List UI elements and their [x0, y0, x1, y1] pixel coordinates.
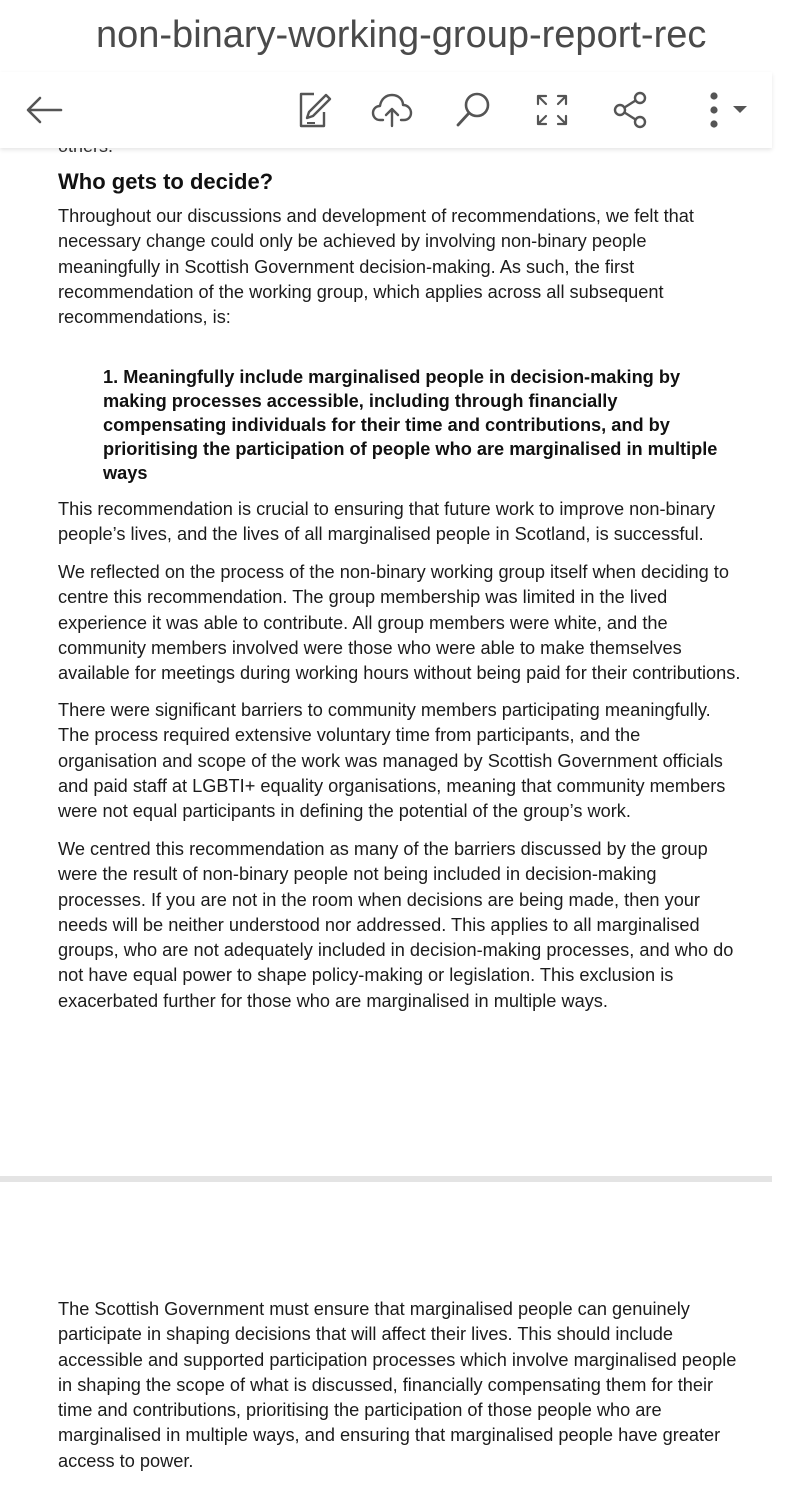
back-button[interactable]: [18, 84, 70, 136]
upload-button[interactable]: [366, 84, 418, 136]
text-line: The process required extensive voluntary time from participants, and the: [58, 725, 641, 746]
text-line: prioritising the participation of people who are marginalised in multiple: [103, 439, 718, 459]
more-options-button[interactable]: [694, 84, 758, 136]
text-line: ways: [103, 463, 148, 483]
text-line: time and contributions, prioritising the participation of those people who are: [58, 1400, 662, 1421]
text-line: marginalised in multiple ways, and ensuring that marginalised people have greater: [58, 1425, 721, 1446]
text-line: were not equal participants in defining the potential of the group’s work.: [58, 801, 631, 822]
search-icon: [453, 90, 493, 130]
text-line: The Scottish Government must ensure that marginalised people can genuinely: [58, 1299, 690, 1319]
text-line: processes. If you are not in the room when decisions are being made, then your: [58, 889, 700, 910]
text-line: community members involved were those who were able to make themselves: [58, 637, 682, 658]
text-line: participate in shaping decisions that will affect their lives. This should include: [58, 1324, 674, 1345]
text-line: access to power.: [58, 1450, 194, 1471]
document-page: [0, 148, 772, 1178]
paragraph-crucial: [58, 497, 798, 548]
document-view[interactable]: [0, 148, 772, 1501]
share-icon: [611, 90, 651, 130]
text-line: recommendations, is:: [58, 307, 231, 328]
text-line: needs will be neither understood nor addressed. This applies to all marginalised: [58, 914, 700, 935]
text-line: There were significant barriers to community members participating meaningfully.: [58, 700, 711, 720]
text-line: accessible and supported participation processes which involve marginalised people: [58, 1349, 737, 1370]
text-line: meaningfully in Scottish Government decision-making. As such, the first: [58, 256, 635, 277]
paragraph-reflected: [58, 560, 798, 686]
title-bar: [0, 0, 772, 72]
text-line: experience it was able to contribute. All group members were white, and the: [58, 612, 668, 633]
document-page: [0, 1182, 772, 1512]
paragraph-centred: [58, 837, 798, 1014]
text-line: groups, who are not adequately included in decision-making processes, and who do: [58, 940, 734, 961]
text-line: making processes accessible, including through financially: [103, 391, 618, 411]
text-line: in shaping the scope of what is discussed, financially compensating them for their: [58, 1374, 714, 1395]
cloud-upload-icon: [370, 90, 414, 130]
text-line: not have equal power to shape policy-making or legislation. This exclusion is: [58, 965, 674, 986]
recommendation-block: [103, 365, 763, 485]
paragraph-barriers: [58, 698, 798, 824]
paragraph-intro: [58, 204, 798, 330]
fullscreen-icon: [534, 92, 570, 128]
text-line: Throughout our discussions and development of recommendations, we felt that: [58, 206, 694, 226]
paragraph-government: [58, 1297, 798, 1474]
text-line: exacerbated further for those who are marginalised in multiple ways.: [58, 990, 608, 1011]
fullscreen-button[interactable]: [526, 84, 578, 136]
text-line: available for meetings during working hours without being paid for their contributions.: [58, 663, 741, 684]
text-line: 1. Meaningfully include marginalised people in decision-making by: [103, 367, 681, 387]
document-title: non-binary-working-group-report-rec: [96, 14, 707, 56]
back-arrow-icon: [24, 95, 64, 125]
text-line: compensating individuals for their time and contributions, and by: [103, 415, 670, 435]
text-line: and paid staff at LGBTI+ equality organisations, meaning that community members: [58, 775, 726, 796]
text-line: centre this recommendation. The group membership was limited in the lived: [58, 587, 668, 608]
text-line: This recommendation is crucial to ensuring that future work to improve non-binary: [58, 499, 716, 519]
edit-button[interactable]: [287, 84, 339, 136]
text-line: people’s lives, and the lives of all marginalised people in Scotland, is successful.: [58, 524, 704, 545]
text-line: recommendation of the working group, which applies across all subsequent: [58, 281, 664, 302]
text-line: organisation and scope of the work was managed by Scottish Government officials: [58, 750, 723, 771]
text-line: We reflected on the process of the non-binary working group itself when deciding to: [58, 562, 729, 582]
edit-icon: [293, 90, 333, 130]
share-button[interactable]: [605, 84, 657, 136]
text-line: We centred this recommendation as many of the barriers discussed by the group: [58, 839, 708, 859]
toolbar: [0, 72, 772, 148]
more-options-icon: [696, 90, 756, 130]
text-line: necessary change could only be achieved by involving non-binary people: [58, 231, 647, 252]
text-line: were the result of non-binary people not being included in decision-making: [58, 864, 657, 885]
section-heading: Who gets to decide?: [58, 169, 274, 194]
search-button[interactable]: [447, 84, 499, 136]
